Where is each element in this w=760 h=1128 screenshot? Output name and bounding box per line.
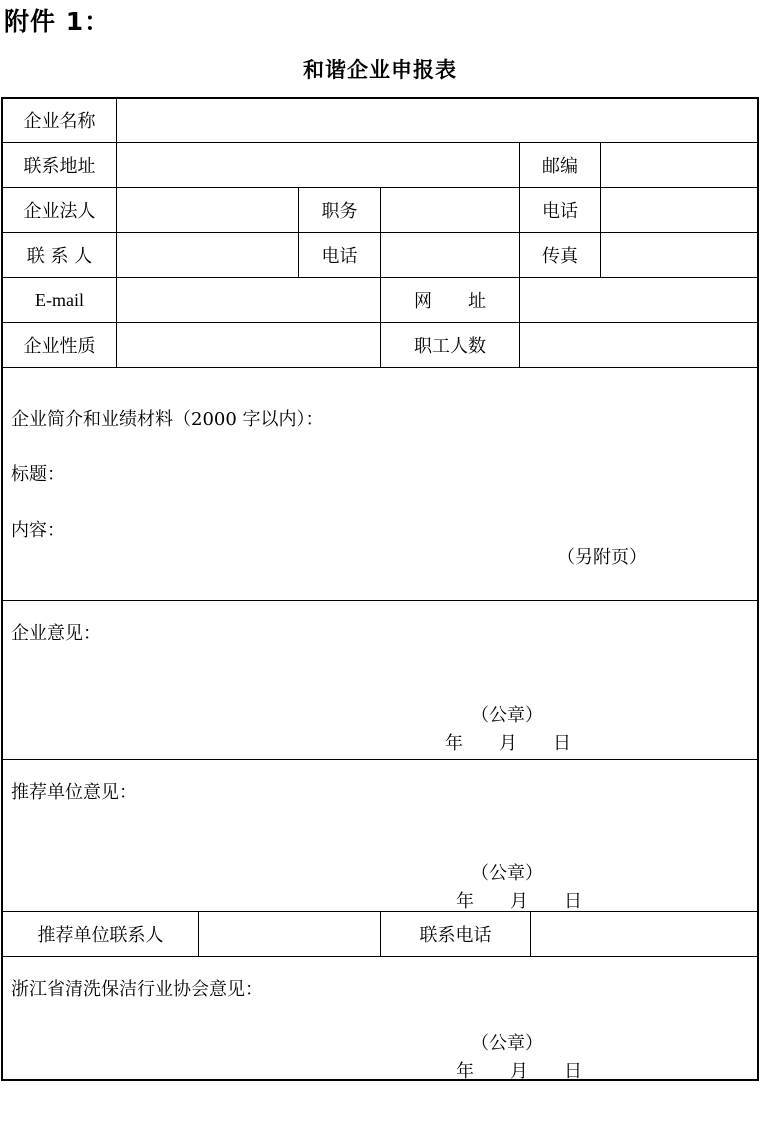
address-field[interactable] [117, 143, 519, 187]
postcode-label: 邮编 [542, 156, 578, 177]
email-field[interactable] [117, 278, 380, 322]
phone-field[interactable] [601, 188, 757, 232]
position-label: 职务 [321, 201, 358, 222]
contact-person-label: 联 系 人 [26, 246, 93, 267]
divider [1, 600, 759, 601]
company-seal: （公章） [471, 705, 543, 726]
divider [1, 759, 759, 760]
recommender-seal: （公章） [471, 863, 543, 884]
website-field[interactable] [520, 278, 757, 322]
border-bottom [1, 1079, 759, 1081]
legal-person-label: 企业法人 [23, 201, 96, 222]
contact-person-field[interactable] [117, 233, 298, 277]
divider [1, 956, 759, 957]
company-name-field[interactable] [117, 98, 757, 142]
attach-note: （另附页） [557, 547, 647, 568]
employees-label: 职工人数 [414, 336, 486, 357]
recommender-phone-field[interactable] [531, 912, 757, 956]
legal-person-field[interactable] [117, 188, 298, 232]
employees-field[interactable] [520, 323, 757, 367]
contact-phone-label: 电话 [321, 246, 358, 267]
border-right [757, 97, 759, 1081]
nature-label: 企业性质 [23, 336, 96, 357]
intro-title-label: 标题： [11, 464, 65, 485]
email-label: E-mail [35, 289, 84, 310]
association-opinion-label: 浙江省清洗保洁行业协会意见： [11, 979, 263, 1000]
association-date: 年 月 日 [456, 1061, 582, 1082]
application-form [1, 97, 759, 1081]
recommender-contact-label: 推荐单位联系人 [37, 925, 164, 946]
contact-phone-field[interactable] [381, 233, 519, 277]
company-opinion-label: 企业意见： [11, 623, 101, 644]
recommender-date: 年 月 日 [456, 891, 582, 912]
recommender-opinion-label: 推荐单位意见： [11, 782, 137, 803]
recommender-contact-field[interactable] [199, 912, 380, 956]
intro-heading: 企业简介和业绩材料（2000 字以内）： [11, 409, 324, 430]
intro-content-label: 内容： [11, 520, 65, 541]
divider [1, 367, 759, 368]
form-title: 和谐企业申报表 [303, 57, 457, 82]
postcode-field[interactable] [601, 143, 757, 187]
fax-label: 传真 [542, 246, 578, 267]
phone-label: 电话 [542, 201, 578, 222]
nature-field[interactable] [117, 323, 380, 367]
recommender-phone-label: 联系电话 [419, 925, 492, 946]
company-date: 年 月 日 [445, 733, 571, 754]
company-name-label: 企业名称 [23, 111, 96, 132]
position-field[interactable] [381, 188, 519, 232]
address-label: 联系地址 [23, 156, 96, 177]
attachment-label: 附件 1： [4, 7, 111, 36]
website-label: 网 址 [414, 291, 486, 312]
fax-field[interactable] [601, 233, 757, 277]
association-seal: （公章） [471, 1033, 543, 1054]
